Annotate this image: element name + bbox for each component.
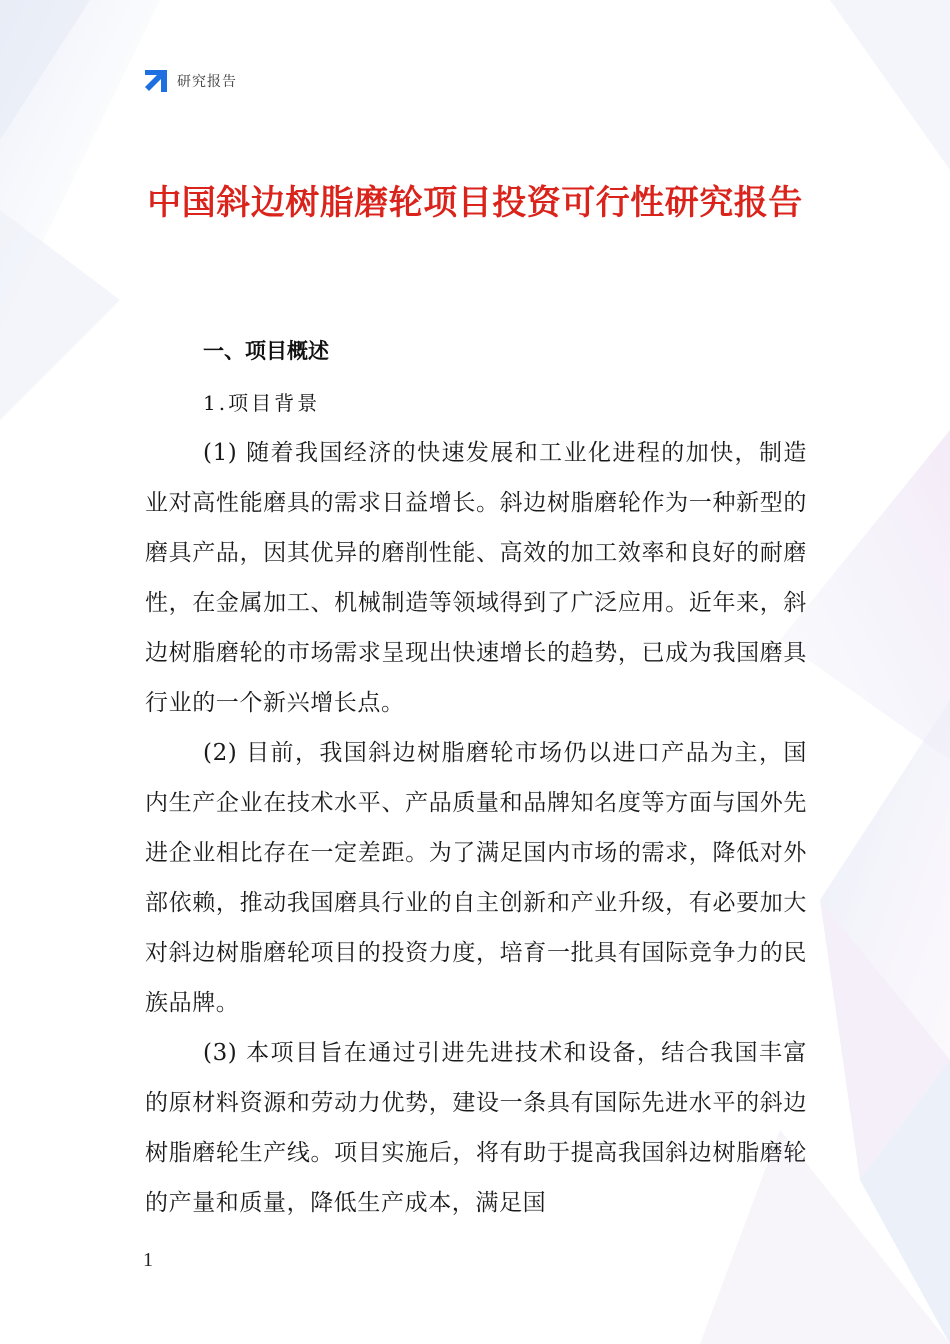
arrow-up-right-icon (143, 68, 169, 94)
sub-heading: 1.项目背景 (203, 391, 321, 415)
section-heading: 一、项目概述 (203, 339, 329, 363)
document-title: 中国斜边树脂磨轮项目投资可行性研究报告 (147, 183, 803, 223)
header-label: 研究报告 (177, 74, 237, 90)
paragraph-2: (2) 目前，我国斜边树脂磨轮市场仍以进口产品为主，国内生产企业在技术水平、产品质量和品牌知名度等方面与国外先进企业相比存在一定差距。为了满足国内市场的需求，降低对外部依赖，推动我国磨具行业的自主创新和产业升级，有必要加大对斜边树脂磨轮项目的投资力度，培育一批具有国际竞争力的民族品牌。 (145, 740, 807, 1016)
report-header (143, 68, 237, 94)
body-text (145, 428, 807, 1228)
page-number: 1 (143, 1249, 153, 1271)
paragraph-3: (3) 本项目旨在通过引进先进技术和设备，结合我国丰富的原材料资源和劳动力优势，建设一条具有国际先进水平的斜边树脂磨轮生产线。项目实施后，将有助于提高我国斜边树脂磨轮的产量和质量，降低生产成本，满足国 (145, 1040, 807, 1216)
paragraph-1: (1) 随着我国经济的快速发展和工业化进程的加快，制造业对高性能磨具的需求日益增长。斜边树脂磨轮作为一种新型的磨具产品，因其优异的磨削性能、高效的加工效率和良好的耐磨性，在金属加工、机械制造等领域得到了广泛应用。近年来，斜边树脂磨轮的市场需求呈现出快速增长的趋势，已成为我国磨具行业的一个新兴增长点。 (145, 440, 807, 716)
